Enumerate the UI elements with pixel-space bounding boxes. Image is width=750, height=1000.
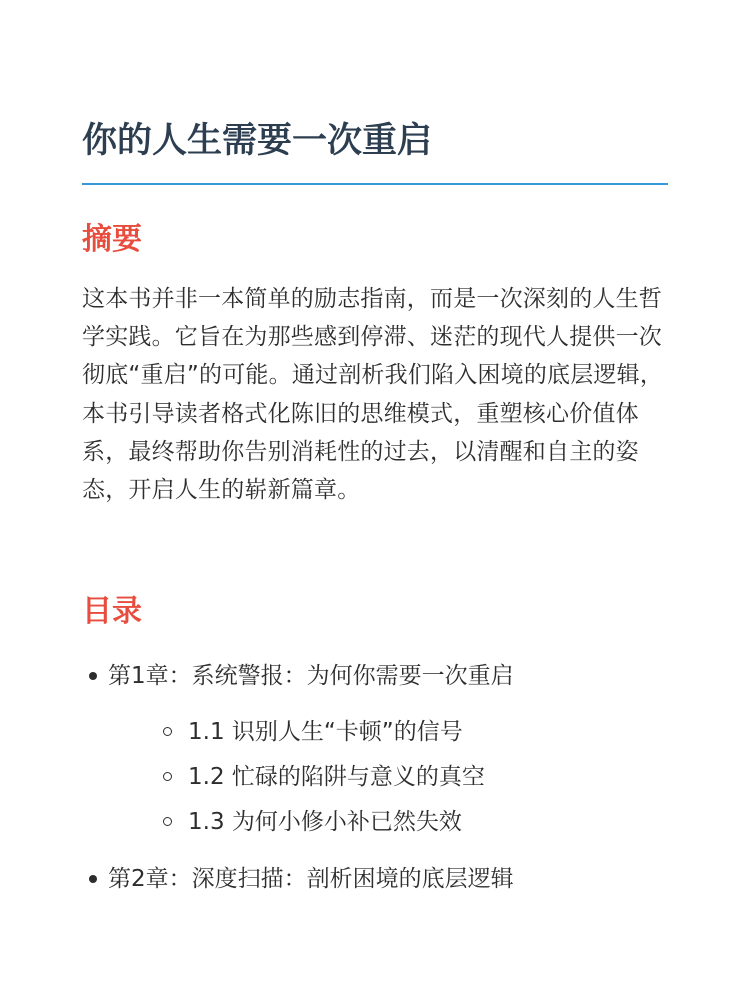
hollow-bullet-icon	[163, 727, 172, 736]
toc-section-label: 1.2 忙碌的陷阱与意义的真空	[188, 764, 485, 790]
hollow-bullet-icon	[163, 817, 172, 826]
toc-section-label: 1.3 为何小修小补已然失效	[188, 809, 462, 835]
toc-chapter-1	[108, 660, 514, 692]
toc-section-1-2	[188, 761, 485, 793]
toc-chapter-label: 第2章：深度扫描：剖析困境的底层逻辑	[108, 866, 514, 892]
summary-paragraph: 这本书并非一本简单的励志指南，而是一次深刻的人生哲学实践。它旨在为那些感到停滞、迷茫的现代人提供一次彻底“重启”的可能。通过剖析我们陷入困境的底层逻辑，本书引导读者格式化陈旧的思维模式，重塑核心价值体系，最终帮助你告别消耗性的过去，以清醒和自主的姿态，开启人生的崭新篇章。	[82, 286, 664, 504]
bullet-icon	[89, 875, 97, 883]
toc-chapter-label: 第1章：系统警报：为何你需要一次重启	[108, 663, 514, 689]
page-title: 你的人生需要一次重启	[82, 121, 433, 161]
toc-section-label: 1.1 识别人生“卡顿”的信号	[188, 719, 463, 745]
summary-heading: 摘要	[82, 222, 142, 257]
toc-chapter-2	[108, 863, 514, 895]
toc-section-1-3	[188, 806, 462, 838]
toc-heading: 目录	[82, 594, 142, 629]
title-divider	[82, 183, 668, 185]
toc-section-1-1	[188, 716, 463, 748]
hollow-bullet-icon	[163, 772, 172, 781]
bullet-icon	[89, 672, 97, 680]
